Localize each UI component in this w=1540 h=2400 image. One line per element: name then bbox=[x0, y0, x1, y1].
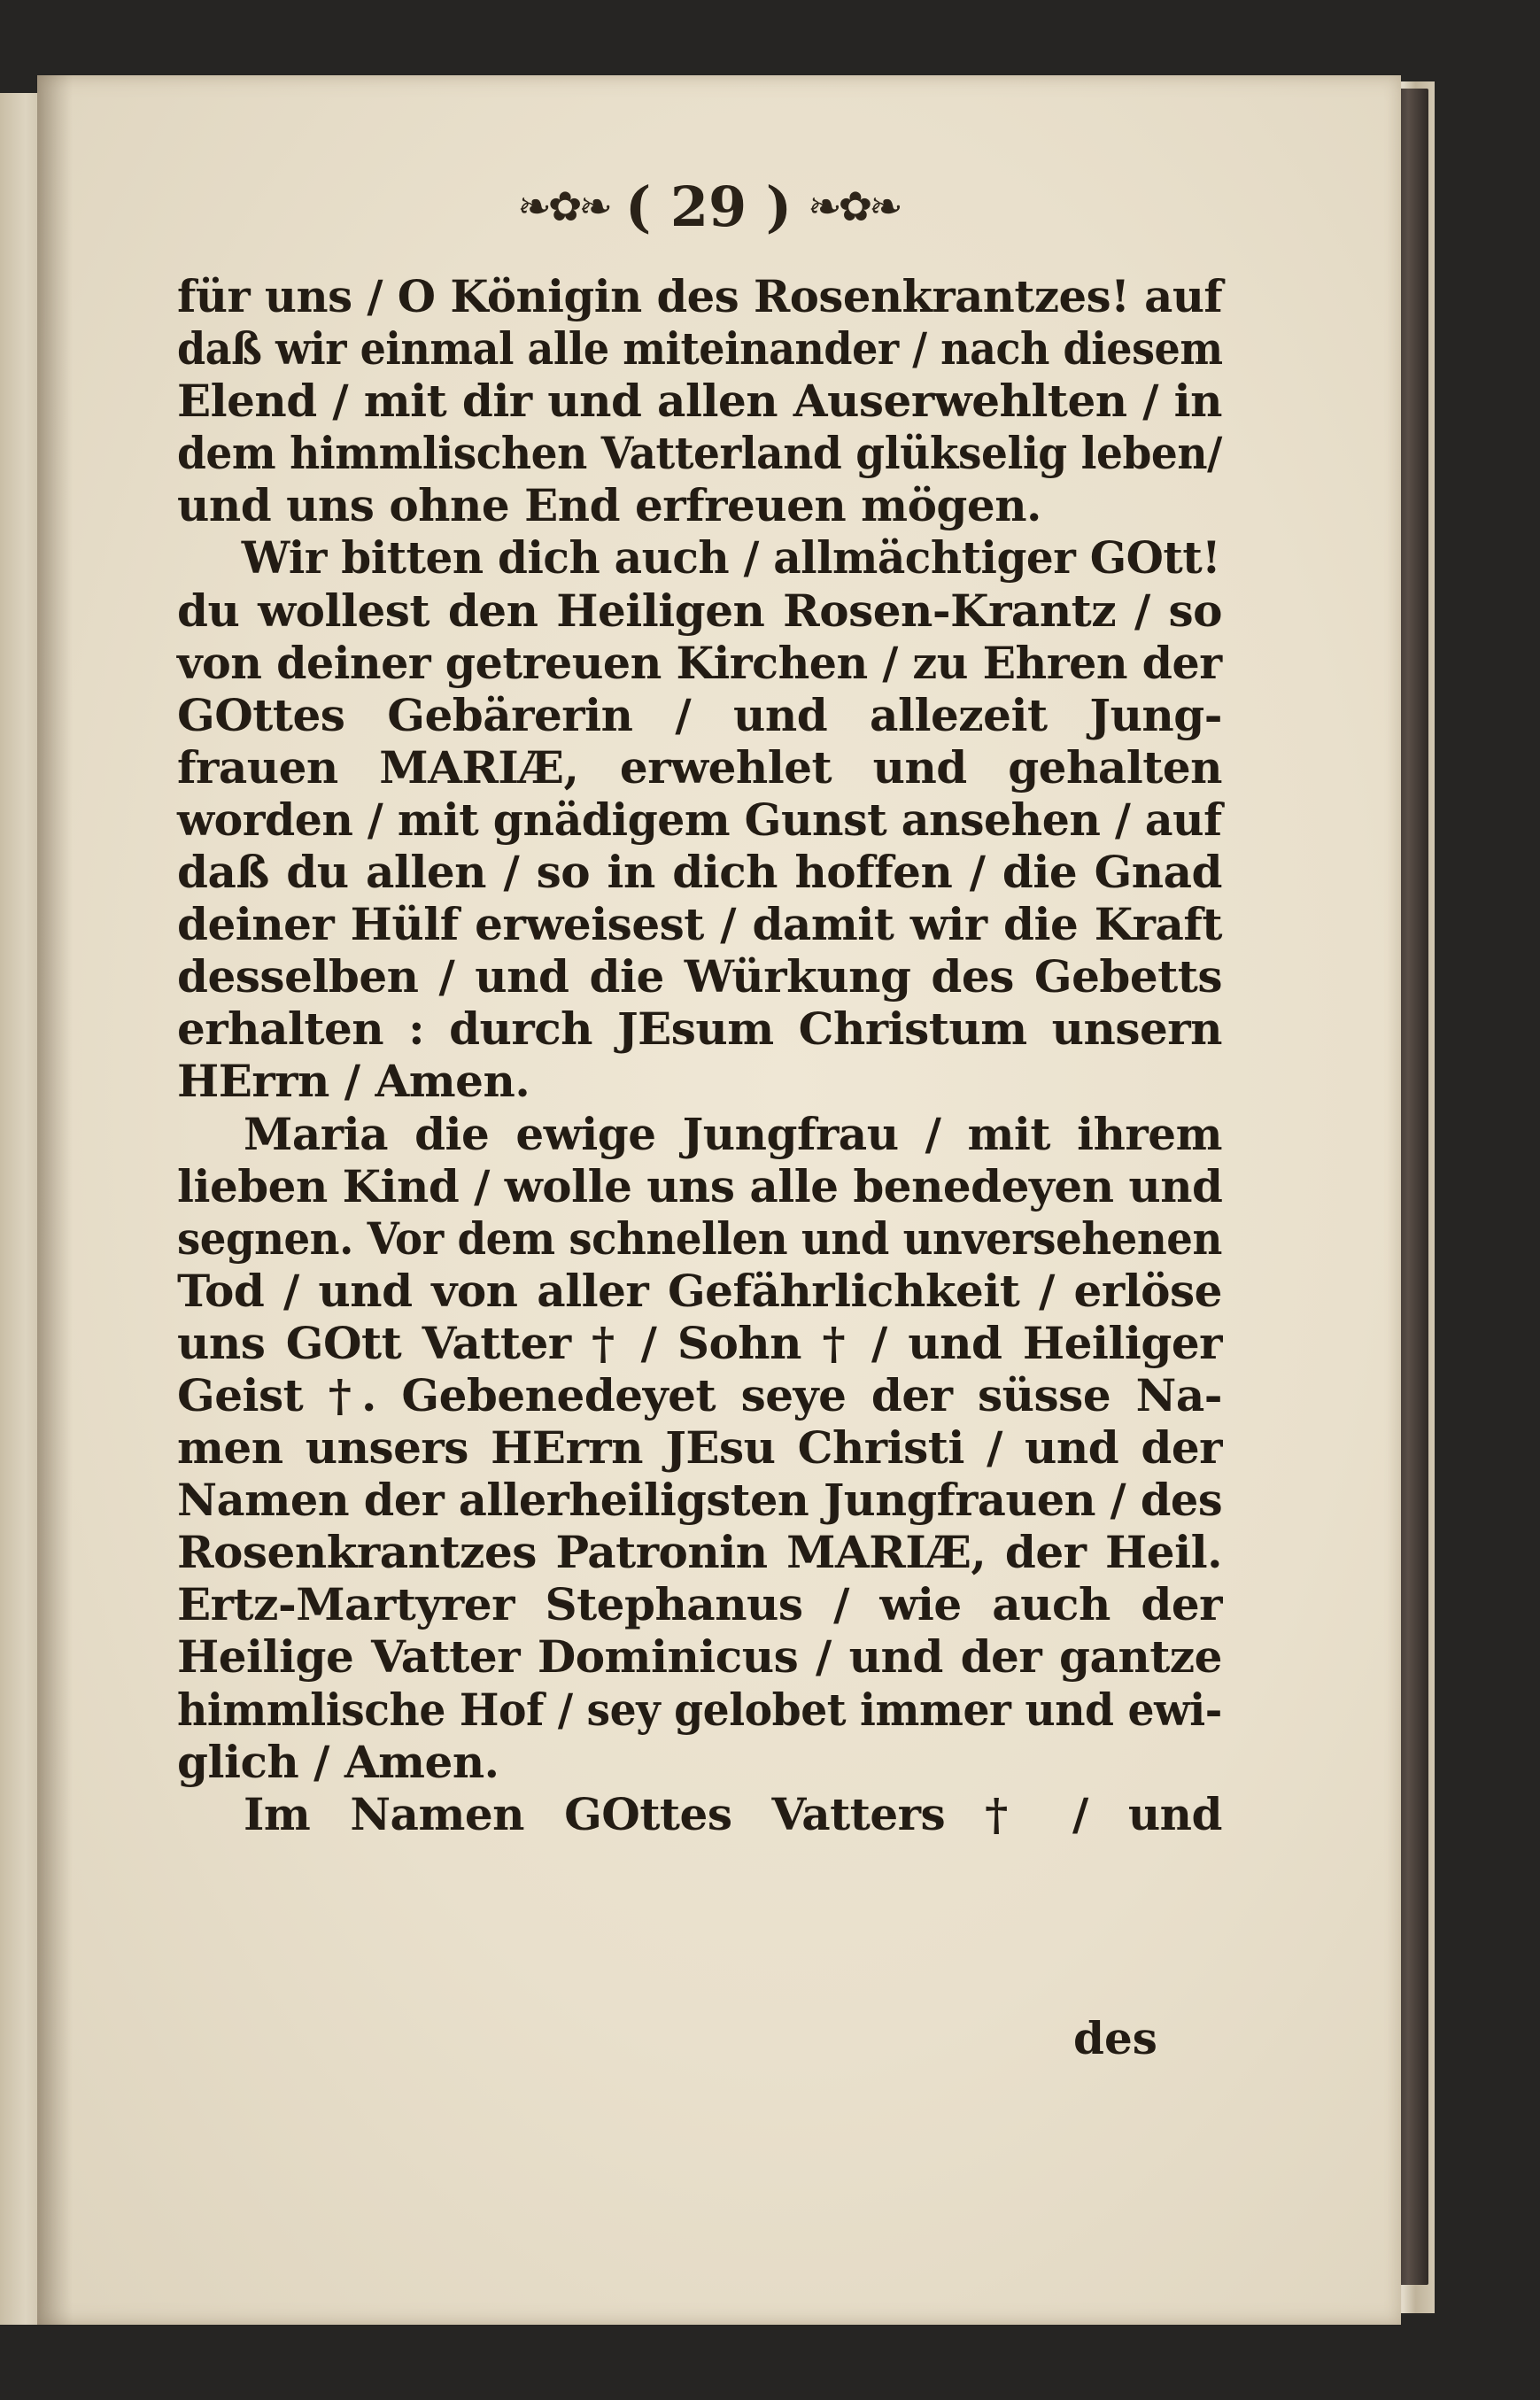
text-line: glich / Amen. bbox=[177, 1735, 499, 1788]
text-line: men unsers HErrn JEsu Christi / und der bbox=[177, 1421, 1222, 1475]
text-line: Elend / mit dir und allen Auserwehlten / in bbox=[177, 375, 1222, 428]
text-line: und uns ohne End erfreuen mögen. bbox=[177, 479, 1041, 532]
text-line: erhalten : durch JEsum Christum unsern bbox=[177, 1003, 1222, 1056]
page-header bbox=[483, 166, 934, 246]
text-line: GOttes Gebärerin / und allezeit Jung- bbox=[177, 688, 1222, 741]
text-line: frauen MARIÆ, erwehlet und gehalten bbox=[177, 740, 1222, 794]
body-text bbox=[177, 270, 1222, 1840]
text-line: himmlische Hof / sey gelobet immer und ewi- bbox=[177, 1683, 1222, 1736]
text-line: daß du allen / so in dich hoffen / die Gnad bbox=[177, 846, 1222, 899]
text-line: daß wir einmal alle miteinander / nach diesem bbox=[177, 322, 1223, 375]
text-line: von deiner getreuen Kirchen / zu Ehren der bbox=[177, 636, 1222, 689]
text-line: dem himmlischen Vatterland glükselig leben/ bbox=[177, 427, 1222, 480]
text-line: Rosenkrantzes Patronin MARIÆ, der Heil. bbox=[177, 1526, 1222, 1579]
text-line: deiner Hülf erweisest / damit wir die Kraft bbox=[177, 898, 1222, 951]
text-line: desselben / und die Würkung des Gebetts bbox=[177, 950, 1222, 1003]
binding-shadow bbox=[37, 75, 73, 2325]
text-line: Maria die ewige Jungfrau / mit ihrem bbox=[244, 1107, 1222, 1160]
text-line: uns GOtt Vatter † / Sohn † / und Heiliger bbox=[177, 1316, 1222, 1369]
text-line: worden / mit gnädigem Gunst ansehen / auf bbox=[177, 793, 1222, 846]
page-number: ( 29 ) bbox=[624, 174, 793, 239]
text-line: HErrn / Amen. bbox=[177, 1055, 530, 1108]
text-line: Namen der allerheiligsten Jungfrauen / des bbox=[177, 1474, 1223, 1527]
text-line: für uns / O Königin des Rosenkrantzes! auf bbox=[177, 270, 1223, 322]
catchword: des bbox=[1073, 2012, 1157, 2064]
text-line: Tod / und von aller Gefährlichkeit / erlöse bbox=[177, 1264, 1222, 1317]
text-line: Heilige Vatter Dominicus / und der gantze bbox=[177, 1630, 1222, 1684]
text-line: segnen. Vor dem schnellen und unversehenen bbox=[177, 1212, 1222, 1265]
text-line: lieben Kind / wolle uns alle benedeyen und bbox=[177, 1159, 1223, 1212]
ornament-left-icon: ❧✿❧ bbox=[517, 182, 609, 230]
text-line: Geist †. Gebenedeyet seye der süsse Na- bbox=[177, 1368, 1222, 1421]
ornament-right-icon: ❧✿❧ bbox=[808, 182, 900, 230]
text-line: Im Namen GOttes Vatters † / und bbox=[244, 1787, 1222, 1840]
text-line: Ertz-Martyrer Stephanus / wie auch der bbox=[177, 1578, 1222, 1631]
text-line: du wollest den Heiligen Rosen-Krantz / so bbox=[177, 584, 1222, 637]
text-line: Wir bitten dich auch / allmächtiger GOtt! bbox=[241, 531, 1221, 585]
